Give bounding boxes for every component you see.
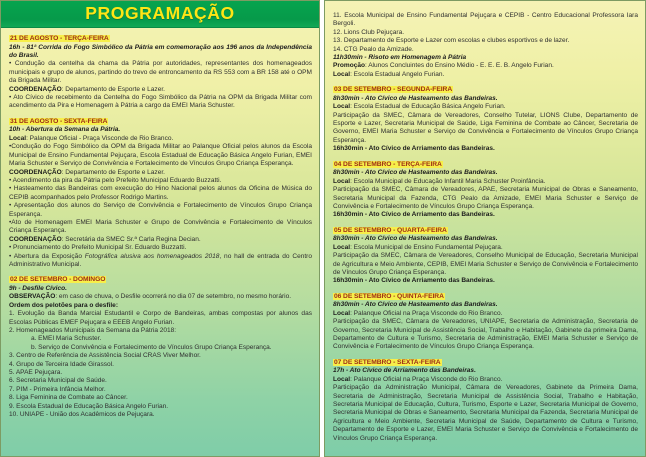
program-date-label: 05 DE SETEMBRO - QUARTA-FEIRA bbox=[334, 226, 447, 234]
program-time-heading-text: 8h30min - Ato Cívico de Hasteamento das Bandeiras. bbox=[333, 301, 498, 309]
program-line-value: : Departamento de Esporte e Lazer. bbox=[61, 168, 165, 176]
program-line bbox=[9, 219, 312, 236]
program-date-label: 31 DE AGOSTO - SEXTA-FEIRA bbox=[10, 117, 108, 125]
program-time-heading bbox=[333, 95, 638, 103]
list-item bbox=[9, 344, 312, 352]
list-item-label: b. Serviço de Convivência e Fortalecimento de Vínculos Grupo Criança Esperança. bbox=[31, 343, 272, 351]
program-line-label: Local bbox=[333, 103, 351, 111]
program-date-heading bbox=[9, 276, 312, 285]
program-line-text: 11. Escola Municipal de Ensino Fundamental Pejuçara e CEPIB - Centro Educacional Professora Iara Bergoli. bbox=[333, 12, 638, 28]
program-time-heading-text: 8h30min - Ato Cívico de Hasteamento das Bandeiras. bbox=[333, 169, 498, 177]
left-column-content bbox=[1, 28, 319, 425]
program-line bbox=[9, 177, 312, 185]
program-bold-line bbox=[333, 211, 638, 219]
program-line-text: 7. PIM - Primeira Infância Melhor. bbox=[9, 385, 106, 393]
program-line bbox=[9, 394, 312, 402]
program-time-heading bbox=[333, 54, 638, 62]
program-date-heading bbox=[9, 118, 312, 127]
program-line bbox=[333, 12, 638, 29]
program-line-text: 6. Secretaria Municipal de Saúde. bbox=[9, 377, 107, 385]
program-labeled-line bbox=[9, 86, 312, 94]
program-line-text: • Ato Cívico de recebimento da Centelha do Fogo Simbólico da Pátria na OPM da Brigada Militar com acendimento da Pira e Homenagem à Pátria a cargo da EMEI Maria Schuster. bbox=[9, 94, 312, 110]
program-line bbox=[9, 94, 312, 111]
program-date-label: 21 DE AGOSTO - TERÇA-FEIRA bbox=[10, 35, 109, 42]
program-line-text: Participação da Administração Municipal, Câmara de Vereadores, Gabinete da Primeira Dama, Secretaria de Administração, Secretaria Municipal de Assistência Social, Trabalho e Habitação, Secretaria Municipal de Educação, Cultura, Turismo, Esporte e Lazer, Secretaria Municipal de Governo, Secretaria Municipal de Obras e Saneamento, Secretaria Municipal da Fazenda, Secretaria Municipal de Agricultura e Meio Ambiente, Secretaria Municipal de Saúde, Departamento de Cultura e Turismo, Departamento de Esporte e Lazer, EMEI Maria Schuster e Serviço de Convivência e Fortalecimento de Vínculos Grupo Criança Esperança. bbox=[333, 384, 638, 442]
program-bold-text: 16h30min - Ato Cívico de Arriamento das Bandeiras. bbox=[333, 145, 495, 153]
program-labeled-line bbox=[9, 236, 312, 244]
program-bold-text: Ordem dos pelotões para o desfile: bbox=[9, 301, 119, 309]
list-item bbox=[9, 335, 312, 343]
program-line-value: : Alunos Concluintes do Ensino Médio - E. E. E. B. Angelo Furian. bbox=[365, 62, 554, 70]
program-date-label: 03 DE SETEMBRO - SEGUNDA-FEIRA bbox=[334, 86, 453, 94]
program-line-value: : Palanque Oficial na Praça Visconde do Rio Branco. bbox=[350, 375, 503, 383]
program-line-value: : Escola Municipal de Educação Infantil Maria Schuster Proinfância. bbox=[350, 177, 546, 185]
program-line-label: OBSERVAÇÃO bbox=[9, 293, 56, 301]
program-line-text: • Acendimento da pira da Pátria pelo Prefeito Municipal Eduardo Buzzatti. bbox=[9, 176, 222, 184]
program-line-text: • Hasteamento das Bandeiras com execução do Hino Nacional pelos alunos da Oficina de Música do CEPIB acompanhados pelo Professor Rodrigo Martins. bbox=[9, 185, 312, 201]
program-time-heading bbox=[333, 235, 638, 243]
program-date-heading bbox=[333, 161, 638, 170]
program-line-label: COORDENAÇÃO bbox=[9, 235, 62, 243]
program-line bbox=[333, 46, 638, 54]
program-labeled-line bbox=[333, 310, 638, 318]
program-line bbox=[333, 112, 638, 146]
program-line bbox=[9, 411, 312, 419]
program-line bbox=[9, 244, 312, 252]
program-line-text: 10. UNIAPE - União dos Acadêmicos de Pejuçara. bbox=[9, 411, 155, 419]
program-line-text: • Apresentação dos alunos do Serviço de Convivência e Fortalecimento de Vínculos Grupo Criança Esperança. bbox=[9, 202, 312, 218]
program-time-heading-text: 11h30min - Risoto em Homenagem à Pátria bbox=[333, 54, 467, 62]
program-line-italic-text: Fotográfica alusiva aos homenageados 2018 bbox=[84, 252, 220, 260]
program-line-value: : Palanque Oficial - Praça Visconde de Rio Branco. bbox=[26, 134, 174, 142]
program-line bbox=[9, 377, 312, 385]
program-line-label: Local bbox=[333, 243, 351, 251]
program-line-value: : Secretária da SMEC Sr.ª Carla Regina Decian. bbox=[61, 235, 201, 243]
program-line-value: : Palanque Oficial na Praça Visconde do Rio Branco. bbox=[350, 309, 503, 317]
program-time-heading-text: 8h30min - Ato Cívico de Hasteamento das Bandeiras. bbox=[333, 235, 498, 243]
program-line-value: : Departamento de Esporte e Lazer. bbox=[61, 85, 165, 93]
program-line-value: : Escola Estadual de Educação Básica Angelo Furian. bbox=[350, 103, 506, 111]
program-line bbox=[9, 202, 312, 219]
program-line-text: Participação da SMEC, Câmara de Vereadores, Conselho Tutelar, LIONS Clube, Departamento de Esporte e Lazer, Secretaria Municipal de Saúde, Liga Feminina de Combate ao Câncer, Secretaria de Governo, EMEI Maria Schuster e Serviço de Convivência e Fortalecimento de Vínculos Grupo Criança Esperança. bbox=[333, 111, 638, 144]
program-date-heading bbox=[333, 227, 638, 236]
program-line-label: Local bbox=[333, 375, 351, 383]
program-time-heading-text: 9h - Desfile Cívico. bbox=[9, 284, 67, 292]
program-line-text: 3. Centro de Referência de Assistência Social CRAS Viver Melhor. bbox=[9, 352, 201, 360]
program-date-label: 02 DE SETEMBRO - DOMINGO bbox=[10, 276, 106, 284]
program-line-text: • Abertura da Exposição bbox=[9, 252, 85, 260]
program-date-label: 06 DE SETEMBRO - QUINTA-FEIRA bbox=[334, 292, 444, 300]
program-bold-line bbox=[9, 302, 312, 310]
program-time-heading bbox=[9, 44, 312, 61]
program-line bbox=[333, 384, 638, 443]
program-line-value: : Escola Municipal de Ensino Fundamental Pejuçara. bbox=[350, 243, 503, 251]
program-labeled-line bbox=[9, 169, 312, 177]
program-line bbox=[9, 369, 312, 377]
program-line-text: Participação da SMEC, Câmara de Vereadores, Conselho Municipal de Educação, Secretaria Municipal de Agricultura e Meio Ambiente, CEPIB, EMEI Maria Schuster e Serviço de Convivência e Fortalecimento de Vínculos Grupo Criança Esperança. bbox=[333, 252, 638, 276]
program-line-label: Local bbox=[333, 70, 351, 78]
program-line-text-tail: , no hall de entrada do Centro Administrativo Municipal. bbox=[9, 252, 313, 268]
program-line bbox=[9, 386, 312, 394]
program-labeled-line bbox=[333, 71, 638, 79]
program-time-heading-text: 16h - 81ª Corrida do Fogo Simbólico da Pátria em comemoração aos 196 anos da Independência do Brasil. bbox=[9, 43, 312, 60]
program-time-heading-text: 17h - Ato Cívico de Arriamento das Bandeiras. bbox=[333, 367, 476, 375]
program-labeled-line bbox=[333, 103, 638, 111]
program-date-heading bbox=[333, 293, 638, 302]
program-bold-line bbox=[333, 145, 638, 153]
program-line-label: Local bbox=[333, 177, 351, 185]
program-line bbox=[9, 253, 312, 270]
program-date-label: 07 DE SETEMBRO - SEXTA-FEIRA bbox=[334, 358, 441, 366]
program-line bbox=[333, 29, 638, 37]
program-time-heading bbox=[333, 301, 638, 309]
program-labeled-line bbox=[333, 376, 638, 384]
program-line-text: Participação da SMEC, Câmara de Vereadores, APAE, Secretaria Municipal de Obras e Saneamento, Secretaria Municipal da Fazenda, CTG Pealo da Amizade, EMEI Maria Schuster e Serviço de Convivência e Fortalecimento de Vínculos Grupo Criança Esperança. bbox=[333, 186, 638, 210]
program-line-label: COORDENAÇÃO bbox=[9, 168, 62, 176]
program-time-heading-text: 10h - Abertura da Semana da Pátria. bbox=[9, 126, 121, 134]
program-line-text: 14. CTG Pealo da Amizade. bbox=[333, 45, 414, 53]
program-line bbox=[9, 143, 312, 168]
program-line-label: Local bbox=[9, 134, 27, 142]
right-column-content bbox=[325, 1, 645, 449]
program-line-text: • Condução da centelha da chama da Pátria por autoridades, representantes dos homenageados municipais e grupo de alunos, partindo do trevo de entroncamento da RS 553 com a BR 158 até o OPM da Brigada Militar. bbox=[9, 60, 312, 85]
program-line bbox=[9, 60, 312, 85]
left-column bbox=[0, 0, 320, 457]
program-line bbox=[9, 352, 312, 360]
program-labeled-line bbox=[333, 178, 638, 186]
program-time-heading bbox=[333, 169, 638, 177]
program-date-label: 04 DE SETEMBRO - TERÇA-FEIRA bbox=[334, 160, 442, 168]
program-line-text: 2. Homenageados Municipais da Semana da Pátria 2018: bbox=[9, 327, 177, 335]
program-line bbox=[333, 318, 638, 352]
program-date-heading bbox=[9, 35, 312, 44]
program-line-label: COORDENAÇÃO bbox=[9, 85, 62, 93]
program-labeled-line bbox=[333, 62, 638, 70]
program-line-text: 5. APAE Pejuçara. bbox=[9, 369, 63, 377]
program-line-label: Local bbox=[333, 309, 351, 317]
program-line bbox=[9, 185, 312, 202]
program-time-heading bbox=[9, 126, 312, 134]
program-time-heading bbox=[333, 367, 638, 375]
program-line-value: : Escola Estadual Angelo Furian. bbox=[350, 70, 445, 78]
program-line-label: Promoção bbox=[333, 62, 366, 70]
program-line bbox=[333, 252, 638, 277]
program-labeled-line bbox=[333, 244, 638, 252]
header-banner bbox=[1, 1, 319, 28]
program-line-text: Participação da SMEC, Câmara de Vereadores, UNIAPE, Secretaria de Administração, Secretaria de Governo, Secretaria Municipal de Assistência Social, Trabalho e Habitação, Gabinete da primeira Dama, Departamento de Cultura e Turismo, Secretaria de Administração, EMEI Maria Schuster e Serviço de Convivência e Fortalecimento de Vínculos Grupo Criança Esperança. bbox=[333, 318, 638, 351]
program-labeled-line bbox=[9, 135, 312, 143]
program-date-heading bbox=[333, 86, 638, 95]
program-line-text: 8. Liga Feminina de Combate ao Câncer. bbox=[9, 394, 128, 402]
program-bold-line bbox=[333, 277, 638, 285]
program-line-text: 12. Lions Club Pejuçara. bbox=[333, 28, 405, 36]
program-line-text: 1. Evolução da Banda Marcial Estudantil e Corpo de Bandeiras, ambas compostas por alunos das Escolas Públicas EMEF Pejuçara e EEEB Angelo Furian. bbox=[9, 310, 312, 326]
program-line-text: 4. Grupo de Terceira Idade Girassol. bbox=[9, 360, 114, 368]
program-line bbox=[9, 327, 312, 335]
program-line-value: : em caso de chuva, o Desfile ocorrerá no dia 07 de setembro, no mesmo horário. bbox=[55, 293, 292, 301]
program-line bbox=[9, 361, 312, 369]
program-line bbox=[333, 186, 638, 211]
program-bold-text: 16h30min - Ato Cívico de Arriamento das Bandeiras. bbox=[333, 211, 495, 219]
program-date-heading bbox=[333, 359, 638, 368]
right-column bbox=[324, 0, 646, 457]
program-line-text: •Condução do Fogo Simbólico da OPM da Brigada Militar ao Palanque Oficial pelos alunos da Escola Municipal de Ensino Fundamental Pejuçara, Escola Estadual de Educação Básica Angelo Furian, EMEI Maria Schuster e Serviço de Convivência e Fortalecimento de Vínculos Grupo Criança Esperança. bbox=[9, 143, 312, 168]
program-line-text: • Pronunciamento do Prefeito Municipal Sr. Eduardo Buzzatti. bbox=[9, 244, 187, 252]
program-time-heading-text: 8h30min - Ato Cívico de Hasteamento das Bandeiras. bbox=[333, 94, 498, 102]
page-title: PROGRAMAÇÃO bbox=[85, 3, 235, 24]
program-line-text: 9. Escola Estadual de Educação Básica Angelo Furian. bbox=[9, 402, 169, 410]
program-line-text: •Ato de Homenagem EMEI Maria Schuster e Grupo de Convivência e Fortalecimento de Vínculos Criança Esperança. bbox=[9, 218, 312, 235]
program-line-text: 13. Departamento de Esporte e Lazer com escolas e clubes esportivos e de lazer. bbox=[333, 37, 570, 45]
program-bold-text: 16h30min - Ato Cívico de Arriamento das Bandeiras. bbox=[333, 277, 495, 285]
program-labeled-line bbox=[9, 293, 312, 301]
program-line bbox=[9, 403, 312, 411]
list-item-label: a. EMEI Maria Schuster. bbox=[31, 335, 102, 343]
program-line bbox=[9, 310, 312, 327]
program-line bbox=[333, 37, 638, 45]
